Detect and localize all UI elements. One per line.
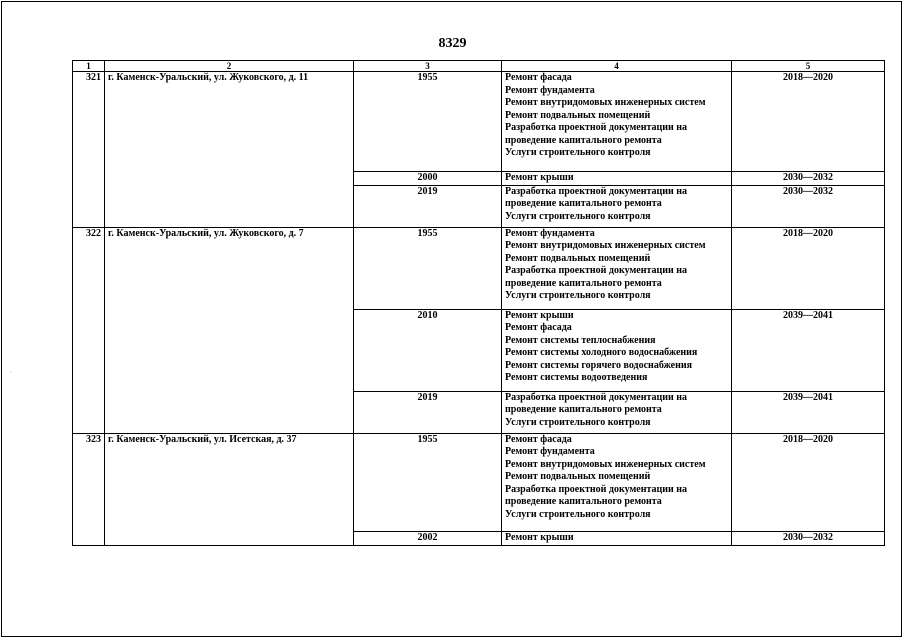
work-item: Ремонт крыши — [505, 531, 574, 543]
period-cell: 2018—2020 — [732, 227, 885, 309]
year-cell: 1955 — [354, 72, 502, 172]
work-item: Ремонт крыши — [505, 172, 574, 183]
work-item: Разработка проектной документации на — [505, 122, 688, 133]
work-item: Ремонт фасада — [505, 433, 572, 445]
works-cell — [502, 72, 732, 172]
work-item: Ремонт крыши — [505, 309, 574, 321]
work-item: Ремонт фундамента — [505, 227, 595, 239]
works-cell — [502, 391, 732, 433]
year-cell: 2019 — [354, 185, 502, 227]
period-cell: 2030—2032 — [732, 531, 885, 545]
works-cell — [502, 172, 732, 186]
works-cell — [502, 531, 732, 545]
period-cell: 2030—2032 — [732, 172, 885, 186]
row-number: 321 — [73, 72, 105, 228]
col-header-3: 3 — [354, 61, 502, 72]
year-cell: 1955 — [354, 433, 502, 531]
work-item: Разработка проектной документации на — [505, 391, 688, 403]
address-cell: г. Каменск-Уральский, ул. Жуковского, д. 7 — [105, 227, 354, 433]
col-header-5: 5 — [732, 61, 885, 72]
year-cell: 2010 — [354, 309, 502, 391]
works-cell — [502, 309, 732, 391]
work-item: Ремонт подвальных помещений — [505, 471, 651, 482]
work-item: Ремонт фундамента — [505, 446, 595, 457]
scan-speck: · — [10, 370, 12, 376]
capital-repair-table — [72, 60, 885, 546]
period-cell: 2039—2041 — [732, 391, 885, 433]
year-cell: 2019 — [354, 391, 502, 433]
work-item: Ремонт фундамента — [505, 84, 595, 96]
address-cell: г. Каменск-Уральский, ул. Жуковского, д. 11 — [105, 72, 354, 228]
work-item: Ремонт системы холодного водоснабжения — [505, 347, 698, 358]
period-cell: 2018—2020 — [732, 72, 885, 172]
year-cell: 1955 — [354, 227, 502, 309]
work-item: Услуги строительного контроля — [505, 416, 651, 428]
work-item: проведение капитального ремонта — [505, 277, 662, 289]
works-cell — [502, 433, 732, 531]
work-item: Услуги строительного контроля — [505, 147, 651, 158]
period-cell: 2018—2020 — [732, 433, 885, 531]
col-header-1: 1 — [73, 61, 105, 72]
work-item: проведение капитального ремонта — [505, 134, 662, 146]
work-item: Ремонт системы водоотведения — [505, 372, 648, 383]
year-cell: 2002 — [354, 531, 502, 545]
works-cell — [502, 185, 732, 227]
work-item: Ремонт фасада — [505, 322, 572, 333]
period-cell: 2030—2032 — [732, 185, 885, 227]
work-item: Разработка проектной документации на — [505, 483, 688, 495]
work-item: проведение капитального ремонта — [505, 496, 662, 507]
work-item: Услуги строительного контроля — [505, 210, 651, 222]
period-cell: 2039—2041 — [732, 309, 885, 391]
work-item: Ремонт внутридомовых инженерных систем — [505, 458, 706, 470]
work-item: Ремонт подвальных помещений — [505, 252, 651, 264]
work-item: Ремонт фасада — [505, 72, 572, 83]
col-header-4: 4 — [502, 61, 732, 72]
page-number: 8329 — [438, 36, 467, 51]
work-item: Ремонт внутридомовых инженерных систем — [505, 97, 706, 108]
work-item: Разработка проектной документации на — [505, 185, 688, 197]
work-item: Ремонт системы горячего водоснабжения — [505, 359, 693, 371]
header-row — [73, 61, 885, 72]
year-cell: 2000 — [354, 172, 502, 186]
table-row — [73, 72, 885, 172]
work-item: Ремонт подвальных помещений — [505, 109, 651, 121]
work-item: проведение капитального ремонта — [505, 198, 662, 209]
work-item: Ремонт внутридомовых инженерных систем — [505, 240, 706, 251]
works-cell — [502, 227, 732, 309]
work-item: Услуги строительного контроля — [505, 290, 651, 301]
work-item: Услуги строительного контроля — [505, 508, 651, 520]
table-row — [73, 227, 885, 309]
col-header-2: 2 — [105, 61, 354, 72]
address-cell: г. Каменск-Уральский, ул. Исетская, д. 37 — [105, 433, 354, 545]
work-item: Ремонт системы теплоснабжения — [505, 334, 656, 346]
work-item: Разработка проектной документации на — [505, 265, 688, 276]
row-number: 323 — [73, 433, 105, 545]
row-number: 322 — [73, 227, 105, 433]
work-item: проведение капитального ремонта — [505, 404, 662, 415]
table-row — [73, 433, 885, 531]
